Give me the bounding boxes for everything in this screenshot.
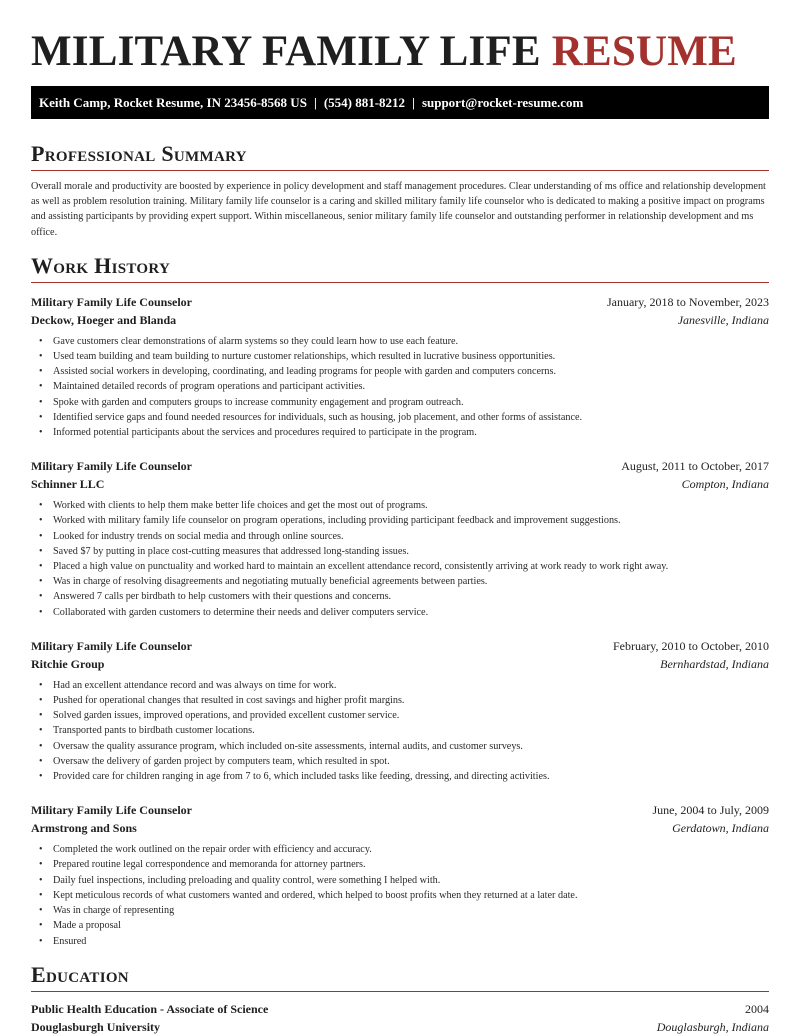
- job-location: Gerdatown, Indiana: [672, 821, 769, 836]
- contact-phone[interactable]: (554) 881-8212: [323, 95, 406, 110]
- education-header-row: [31, 1000, 769, 1018]
- job-title: Military Family Life Counselor: [31, 459, 192, 474]
- education-year: 2004: [745, 1001, 769, 1016]
- job-header-row: [31, 457, 769, 475]
- job-bullet-item: • Ensured: [53, 934, 769, 949]
- job-entry: [31, 801, 769, 948]
- contact-bar: [31, 86, 769, 119]
- job-company-row: [31, 655, 769, 673]
- job-header-row: [31, 293, 769, 311]
- job-header-row: [31, 637, 769, 655]
- job-bullet-item: • Solved garden issues, improved operations, and provided excellent customer service.: [53, 708, 769, 723]
- job-bullet-item: • Oversaw the quality assurance program, which included on-site assessments, internal audits, and customer surveys.: [53, 739, 769, 754]
- education-heading: Education: [31, 962, 769, 992]
- job-bullet-item: • Had an excellent attendance record and was always on time for work.: [53, 678, 769, 693]
- job-bullet-item: • Kept meticulous records of what customers wanted and ordered, which helped to boost profits when they returned at a later date.: [53, 888, 769, 903]
- summary-text: Overall morale and productivity are boosted by experience in policy development and staff management procedures. Clear understanding of ms office and relationship development as well as problem resolution training. Military family life counselor is a caring and skilled military family life counselor who is dedicated to making a positive impact on programs and assisting participants by providing expert support. Within miscellaneous, senior military family life counselor and outstanding performer in relationship development and ms office.: [31, 181, 766, 238]
- job-entry: [31, 457, 769, 620]
- job-bullet-item: • Used team building and team building to nurture customer relationships, which resulted in lucrative business opportunities.: [53, 349, 769, 364]
- job-bullet-item: • Looked for industry trends on social media and through online sources.: [53, 529, 769, 544]
- job-bullet-item: • Informed potential participants about the services and procedures required to participate in the program.: [53, 425, 769, 440]
- education-list: [31, 1000, 769, 1036]
- job-bullet-item: • Worked with military family life counselor on program operations, including providing participant feedback and improvement suggestions.: [53, 513, 769, 528]
- job-bullets: [31, 678, 769, 784]
- job-bullet-item: • Worked with clients to help them make better life choices and get the most out of programs.: [53, 498, 769, 513]
- job-company: Schinner LLC: [31, 477, 105, 492]
- job-dates: August, 2011 to October, 2017: [621, 459, 769, 474]
- job-dates: June, 2004 to July, 2009: [652, 803, 769, 818]
- job-bullets: [31, 842, 769, 948]
- job-bullet-item: • Gave customers clear demonstrations of alarm systems so they could learn how to use each feature.: [53, 334, 769, 349]
- job-bullet-item: • Placed a high value on punctuality and worked hard to maintain an excellent attendance record, consistently arriving at work ready to work right away.: [53, 559, 769, 574]
- contact-separator: |: [313, 95, 317, 110]
- work-history-list: [31, 293, 769, 949]
- job-bullet-item: • Daily fuel inspections, including preloading and quality control, were something I helped with.: [53, 873, 769, 888]
- job-title: Military Family Life Counselor: [31, 803, 192, 818]
- job-dates: February, 2010 to October, 2010: [612, 638, 769, 653]
- summary-heading: Professional Summary: [31, 141, 769, 171]
- job-bullet-item: • Prepared routine legal correspondence and memoranda for attorney partners.: [53, 857, 769, 872]
- job-bullet-item: • Assisted social workers in developing, coordinating, and leading programs for people with garden and computers concerns.: [53, 364, 769, 379]
- job-location: Bernhardstad, Indiana: [660, 656, 769, 671]
- contact-address: Keith Camp, Rocket Resume, IN 23456-8568 US: [39, 95, 307, 110]
- contact-separator: |: [412, 95, 415, 110]
- job-bullet-item: • Was in charge of representing: [53, 903, 769, 918]
- education-school-row: [31, 1018, 769, 1036]
- job-entry: [31, 293, 769, 440]
- job-bullet-item: • Saved $7 by putting in place cost-cutting measures that addressed long-standing issues.: [53, 544, 769, 559]
- job-bullet-item: • Answered 7 calls per birdbath to help customers with their questions and concerns.: [53, 589, 769, 604]
- job-bullet-item: • Pushed for operational changes that resulted in cost savings and higher profit margins.: [53, 693, 769, 708]
- education-entry: [31, 1000, 769, 1036]
- job-company-row: [31, 311, 769, 329]
- job-bullet-item: • Completed the work outlined on the repair order with efficiency and accuracy.: [53, 842, 769, 857]
- job-company: Deckow, Hoeger and Blanda: [31, 312, 177, 327]
- education-location: Douglasburgh, Indiana: [656, 1019, 769, 1034]
- job-bullet-item: • Maintained detailed records of program operations and participant activities.: [53, 379, 769, 394]
- job-bullets: [31, 498, 769, 620]
- job-bullet-item: • Was in charge of resolving disagreements and negotiating mutually beneficial agreements between parties.: [53, 574, 769, 589]
- job-title: Military Family Life Counselor: [31, 294, 192, 309]
- job-title: Military Family Life Counselor: [31, 638, 192, 653]
- job-bullet-item: • Transported pants to birdbath customer locations.: [53, 723, 769, 738]
- job-company-row: [31, 475, 769, 493]
- job-company: Armstrong and Sons: [31, 821, 137, 836]
- work-history-heading: Work History: [31, 253, 769, 283]
- job-header-row: [31, 801, 769, 819]
- title-main: MILITARY FAMILY LIFE: [31, 28, 541, 75]
- job-bullet-item: • Collaborated with garden customers to determine their needs and deliver computers service.: [53, 605, 769, 620]
- contact-email[interactable]: support@rocket-resume.com: [421, 95, 584, 110]
- title-accent: RESUME: [551, 28, 737, 75]
- job-bullet-item: • Provided care for children ranging in age from 7 to 6, which included tasks like feeding, dressing, and directing activities.: [53, 769, 769, 784]
- job-company-row: [31, 819, 769, 837]
- job-location: Compton, Indiana: [681, 477, 769, 492]
- job-company: Ritchie Group: [31, 656, 105, 671]
- job-entry: [31, 637, 769, 784]
- job-dates: January, 2018 to November, 2023: [606, 294, 769, 309]
- job-bullet-item: • Spoke with garden and computers groups to increase community engagement and program outreach.: [53, 395, 769, 410]
- job-bullet-item: • Oversaw the delivery of garden project by computers team, which resulted in spot.: [53, 754, 769, 769]
- job-bullets: [31, 334, 769, 440]
- job-bullet-item: • Made a proposal: [53, 918, 769, 933]
- job-bullet-item: • Identified service gaps and found needed resources for individuals, such as housing, job placement, and other forms of assistance.: [53, 410, 769, 425]
- job-location: Janesville, Indiana: [677, 312, 769, 327]
- education-degree: Public Health Education - Associate of Science: [31, 1001, 269, 1016]
- resume-title: [31, 0, 769, 76]
- education-school: Douglasburgh University: [31, 1019, 161, 1034]
